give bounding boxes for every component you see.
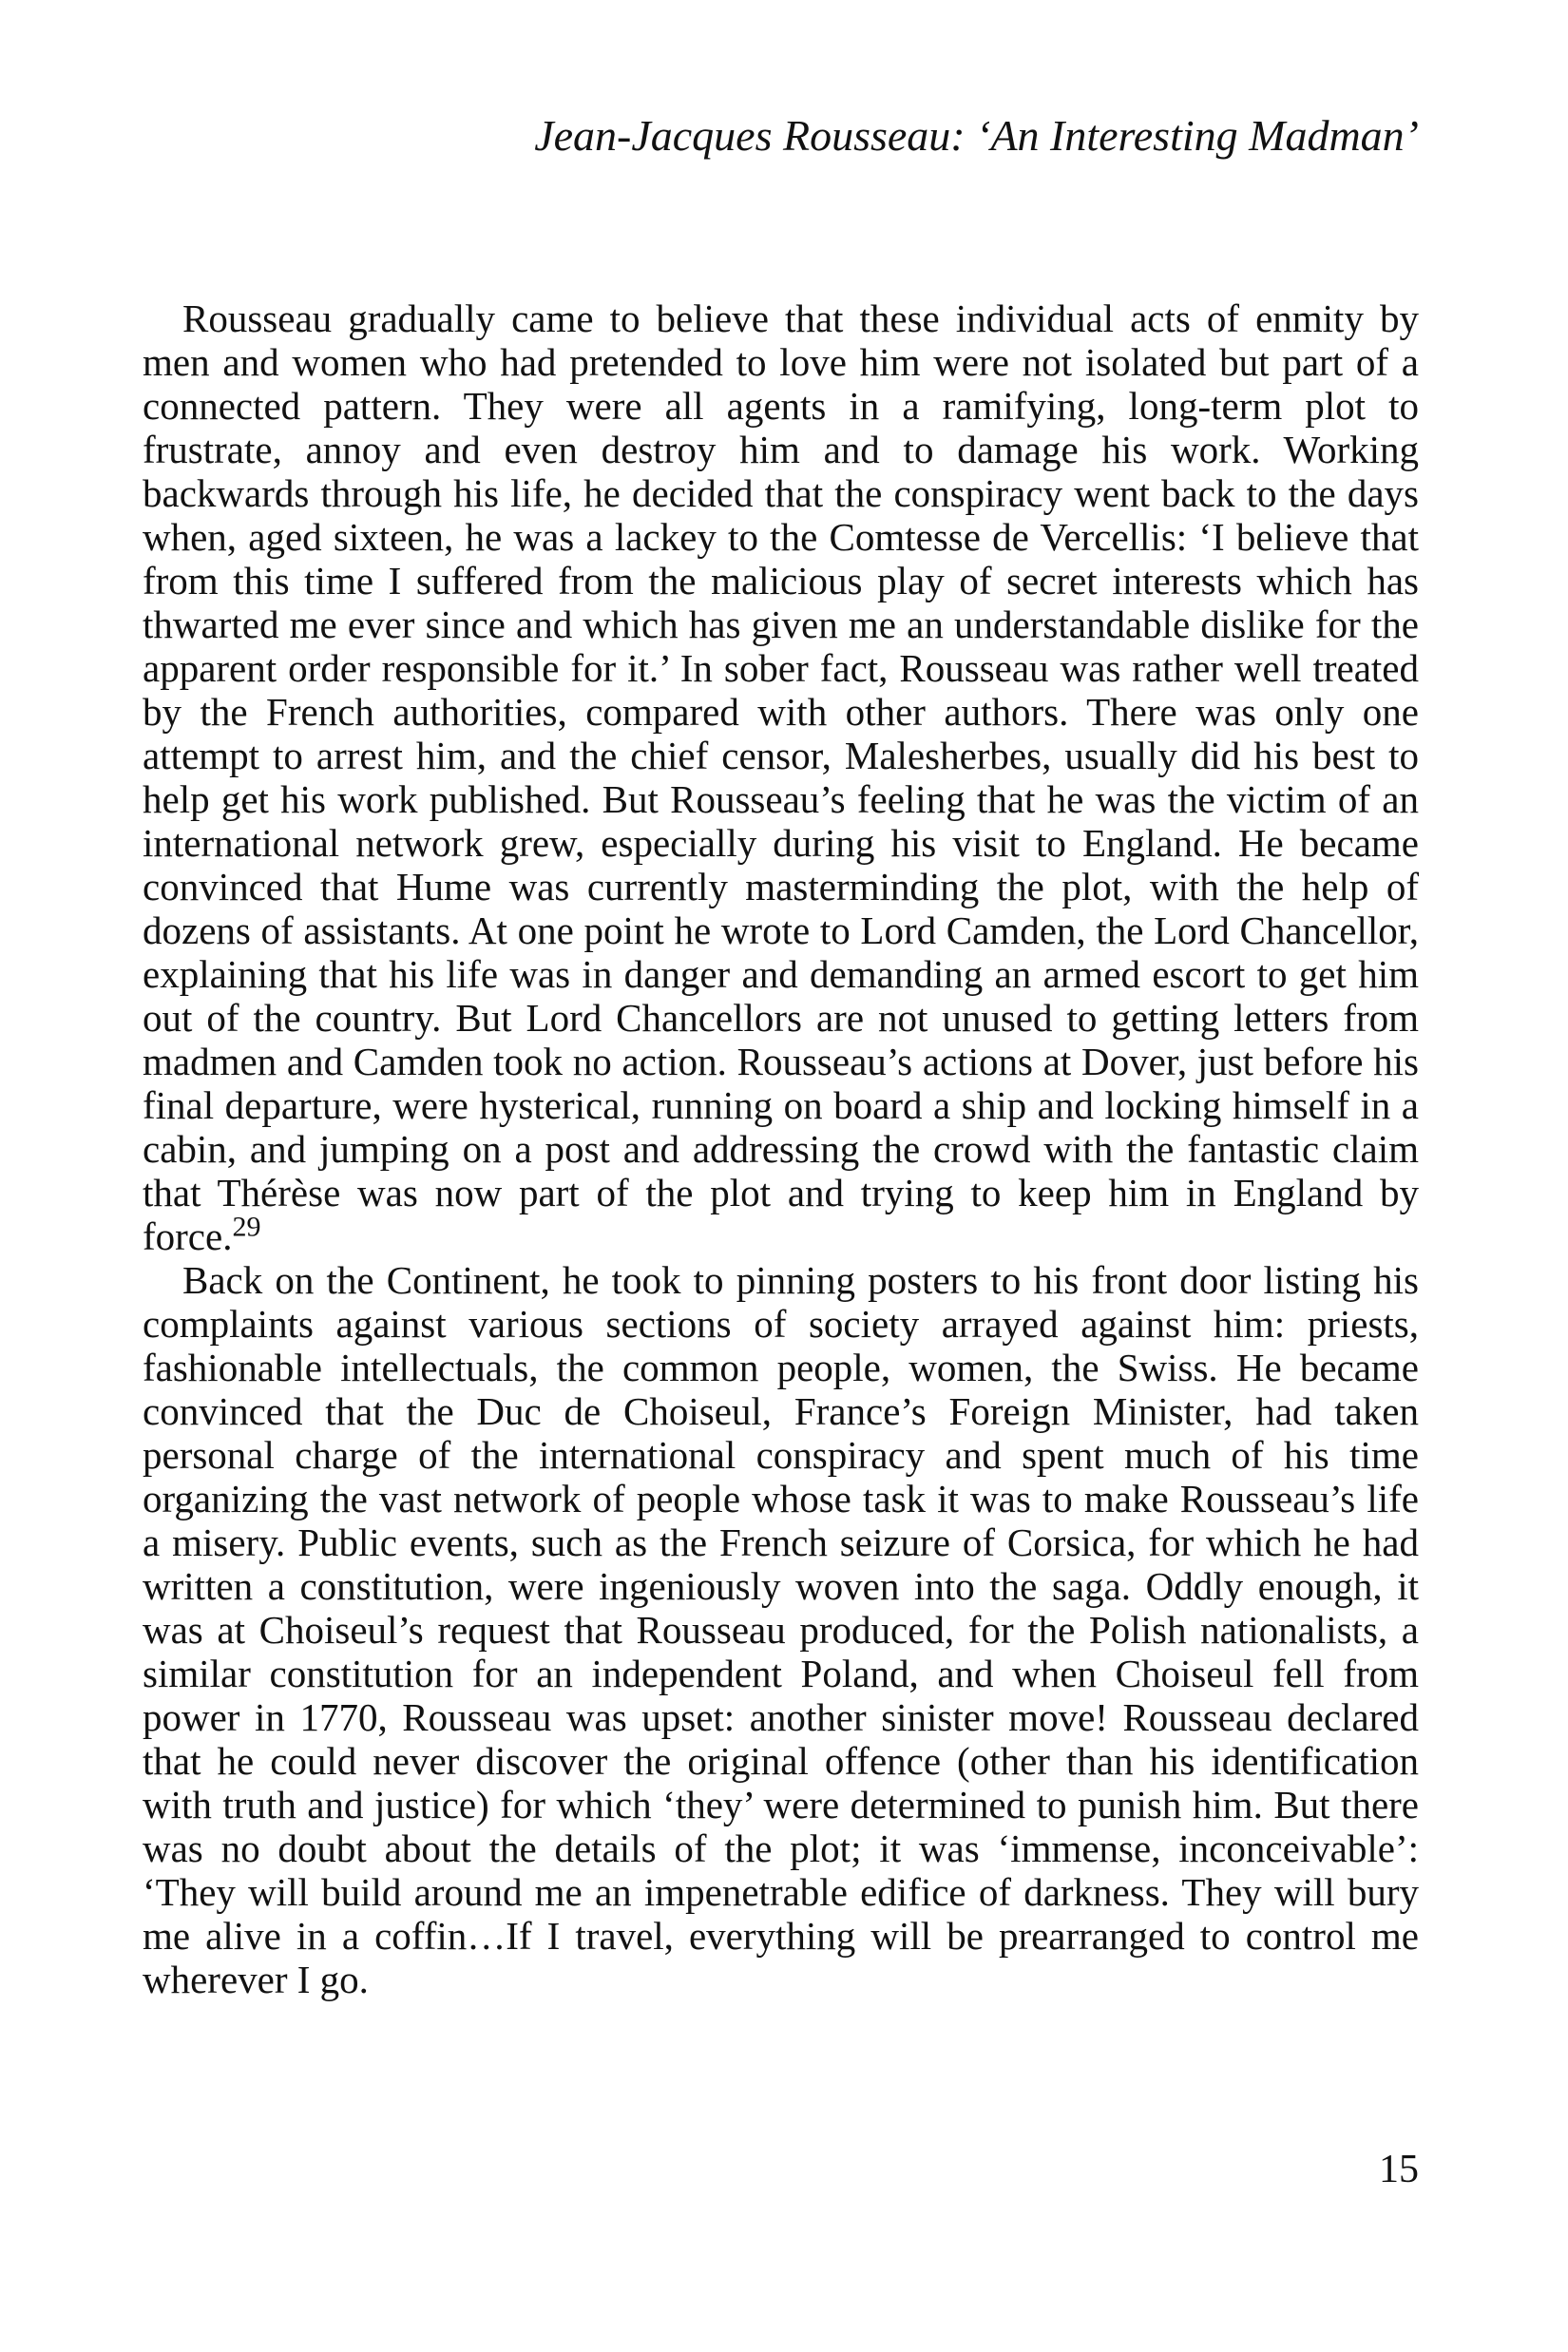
paragraph-2 bbox=[143, 1258, 1419, 2001]
paragraph-1 bbox=[143, 296, 1419, 1258]
body-text bbox=[143, 296, 1419, 2001]
footnote-reference: 29 bbox=[232, 1211, 261, 1243]
page-number: 15 bbox=[1379, 2148, 1419, 2191]
running-head: Jean-Jacques Rousseau: ‘An Interesting Madman’ bbox=[534, 111, 1419, 160]
paragraph-2-text: Back on the Continent, he took to pinning posters to his front door listing his complaints against various sections of society arrayed against him: priests, fashionable intellectuals, the common people, women, the Swiss. He became convinced that the Duc de Choiseul, France’s Foreign Minister, had taken personal charge of the international conspiracy and spent much of his time organizing the vast network of people whose task it was to make Rousseau’s life a misery. Public events, such as the French seizure of Corsica, for which he had written a constitution, were ingeniously woven into the saga. Oddly enough, it was at Choiseul’s request that Rousseau produced, for the Polish nationalists, a similar constitution for an independent Poland, and when Choiseul fell from power in 1770, Rousseau was upset: another sinister move! Rousseau declared that he could never discover the original offence (other than his identification with truth and justice) for which ‘they’ were determined to punish him. But there was no doubt about the details of the plot; it was ‘immense, inconceivable’: ‘They will build around me an impenetrable edifice of darkness. They will bury me alive in a coffin…If I travel, everything will be prearranged to control me wherever I go. bbox=[143, 1258, 1419, 2001]
paragraph-1-text: Rousseau gradually came to believe that these individual acts of enmity by men and women who had pretended to love him were not isolated but part of a connected pattern. They were all agents in a ramifying, long-term plot to frustrate, annoy and even destroy him and to damage his work. Working backwards through his life, he decided that the conspiracy went back to the days when, aged sixteen, he was a lackey to the Comtesse de Vercellis: ‘I believe that from this time I suffered from the malicious play of secret interests which has thwarted me ever since and which has given me an understandable dislike for the apparent order responsible for it.’ In sober fact, Rousseau was rather well treated by the French authorities, compared with other authors. There was only one attempt to arrest him, and the chief censor, Malesherbes, usually did his best to help get his work published. But Rousseau’s feeling that he was the victim of an international network grew, especially during his visit to England. He became convinced that Hume was currently masterminding the plot, with the help of dozens of assistants. At one point he wrote to Lord Camden, the Lord Chancellor, explaining that his life was in danger and demanding an armed escort to get him out of the country. But Lord Chancellors are not unused to getting letters from madmen and Camden took no action. Rousseau’s actions at Dover, just before his final departure, were hysterical, running on board a ship and locking himself in a cabin, and jumping on a post and addressing the crowd with the fantastic claim that Thérèse was now part of the plot and trying to keep him in England by force. bbox=[143, 296, 1419, 1258]
